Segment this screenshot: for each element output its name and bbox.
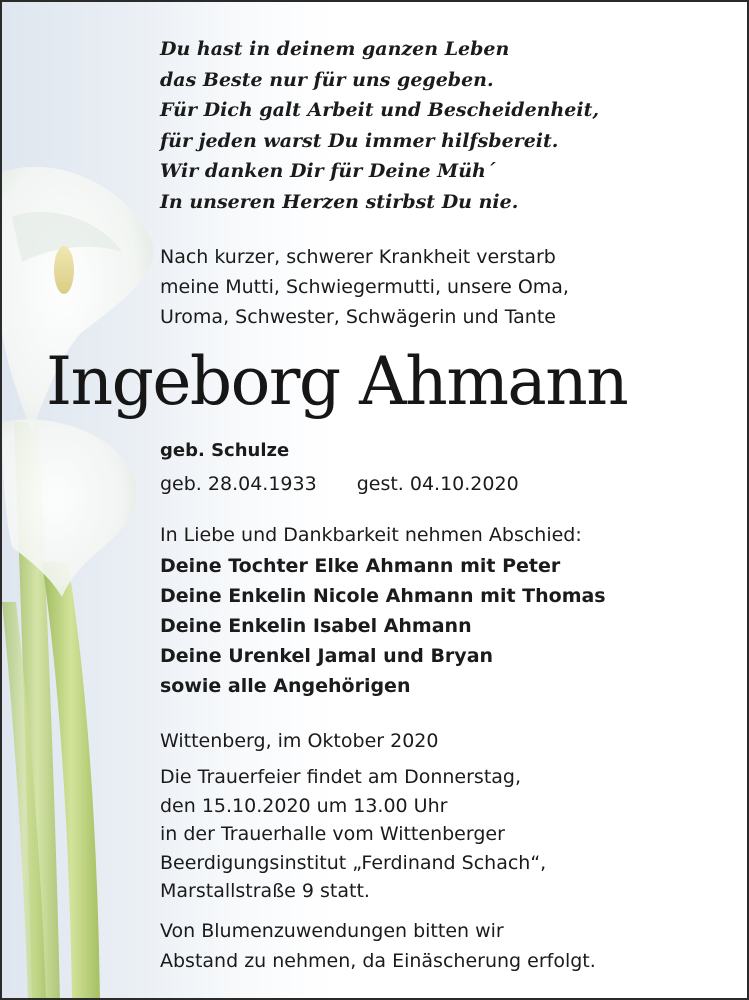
- obituary-content: [2, 2, 749, 1000]
- poem-line: das Beste nur für uns gegeben.: [160, 68, 494, 91]
- death-date: gest. 04.10.2020: [356, 473, 519, 495]
- mourner-line: Deine Enkelin Nicole Ahmann mit Thomas: [160, 585, 606, 607]
- mourner-line: Deine Urenkel Jamal und Bryan: [160, 645, 494, 667]
- flowers-note-line: Abstand zu nehmen, da Einäscherung erfolgt.: [160, 950, 596, 972]
- mourners-intro: In Liebe und Dankbarkeit nehmen Abschied:: [160, 524, 582, 546]
- flowers-note-line: Von Blumenzuwendungen bitten wir: [160, 920, 504, 942]
- poem-line: Für Dich galt Arbeit und Bescheidenheit,: [160, 99, 599, 121]
- funeral-line: Beerdigungsinstitut „Ferdinand Schach“,: [160, 851, 547, 874]
- poem-line: Du hast in deinem ganzen Leben: [160, 38, 510, 60]
- funeral-line: in der Trauerhalle vom Wittenberger: [160, 823, 505, 845]
- place-and-date: Wittenberg, im Oktober 2020: [160, 730, 439, 752]
- poem-line: In unseren Herzen stirbst Du nie.: [160, 190, 519, 213]
- mourner-line: Deine Tochter Elke Ahmann mit Peter: [160, 555, 561, 577]
- poem-line: Wir danken Dir für Deine Müh´: [160, 160, 496, 182]
- announcement-line: Uroma, Schwester, Schwägerin und Tante: [160, 306, 556, 328]
- mourner-line: sowie alle Angehörigen: [160, 675, 411, 697]
- announcement-line: meine Mutti, Schwiegermutti, unsere Oma,: [160, 276, 569, 298]
- mourners-list: [160, 551, 606, 701]
- mourner-line: Deine Enkelin Isabel Ahmann: [160, 615, 472, 637]
- maiden-name: geb. Schulze: [160, 440, 290, 461]
- birth-date: geb. 28.04.1933: [160, 473, 317, 495]
- life-dates: [160, 469, 519, 499]
- funeral-line: Marstallstraße 9 statt.: [160, 880, 370, 902]
- poem-line: für jeden warst Du immer hilfsbereit.: [160, 129, 559, 152]
- funeral-line: den 15.10.2020 um 13.00 Uhr: [160, 794, 448, 817]
- funeral-details: [160, 763, 546, 906]
- death-announcement: [160, 242, 569, 332]
- funeral-line: Die Trauerfeier findet am Donnerstag,: [160, 766, 522, 788]
- announcement-line: Nach kurzer, schwerer Krankheit verstarb: [160, 246, 556, 268]
- flowers-note: [160, 916, 596, 976]
- deceased-name: Ingeborg Ahmann: [46, 343, 628, 420]
- poem: [160, 34, 599, 217]
